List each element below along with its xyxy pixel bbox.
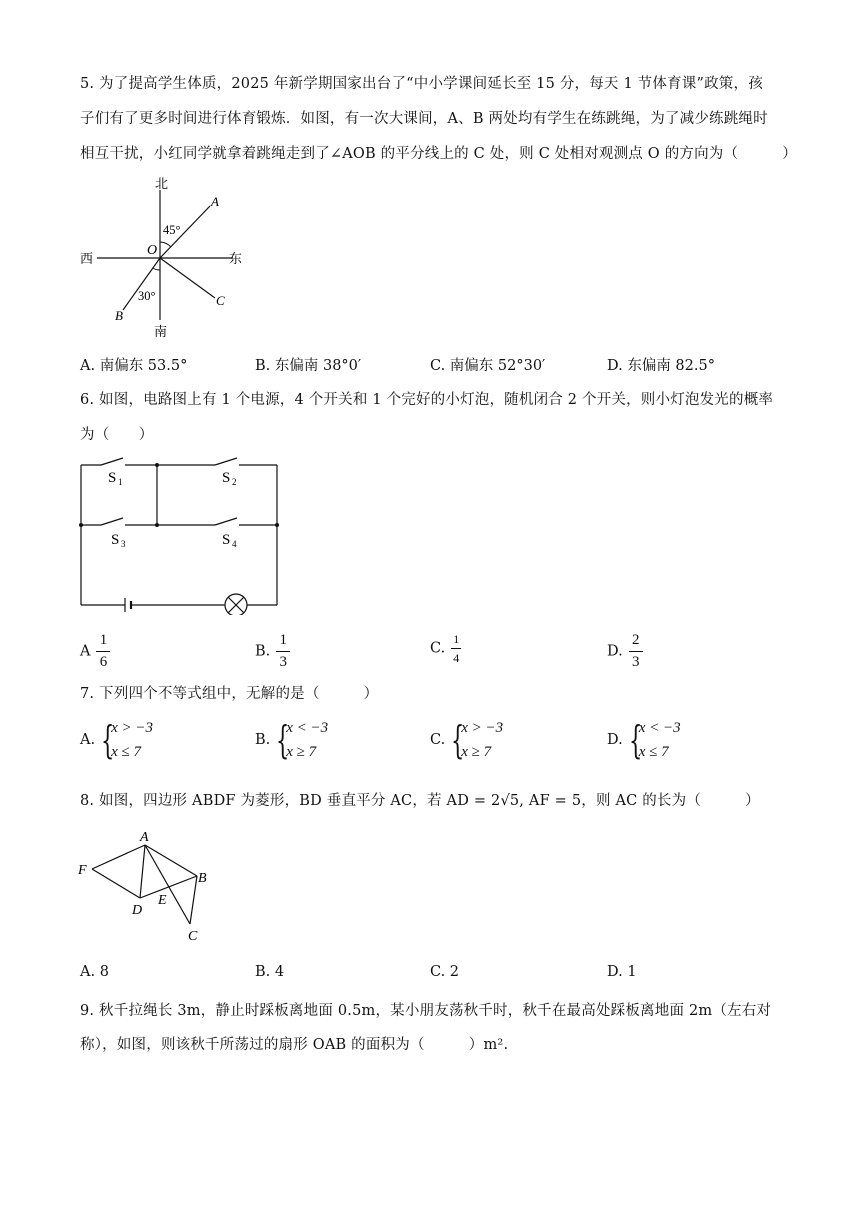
q6-option-a[interactable] (80, 633, 110, 670)
q7-option-b[interactable] (255, 716, 328, 764)
q6-line-2: 为（ ） (80, 427, 154, 443)
south-label: 南 (154, 324, 168, 339)
point-c: C (188, 929, 198, 944)
q5-option-c[interactable]: C. 南偏东 52°30′ (430, 358, 546, 374)
switch-s3-label: S (111, 532, 120, 548)
inequality-system: { x < −3 x ≥ 7 (276, 718, 329, 762)
option-label: D. (607, 732, 623, 748)
option-label: A. (80, 732, 96, 748)
point-f: F (78, 863, 87, 878)
q8-option-c[interactable]: C. 2 (430, 964, 460, 980)
q7-line-1: 7. 下列四个不等式组中，无解的是（ ） (80, 686, 379, 702)
q6-option-c[interactable] (430, 633, 461, 664)
q8-rhombus-figure (72, 828, 222, 948)
inequality-system: { x < −3 x ≤ 7 (628, 718, 681, 762)
option-label: A (80, 643, 91, 660)
switch-s1-sub: 1 (118, 477, 123, 487)
fraction: $\frac{1}{3}$ (276, 633, 290, 670)
option-label: B. (255, 732, 271, 748)
q8-option-a[interactable]: A. 8 (80, 964, 109, 980)
north-label: 北 (155, 176, 169, 191)
angle-45-label: 45° (163, 223, 181, 237)
fraction: $\frac{1}{4}$ (453, 632, 460, 665)
q8-line-1: 8. 如图，四边形 ABDF 为菱形，BD 垂直平分 AC，若 AD = 2√5, AF = 5，则 AC 的长为（ ） (80, 793, 760, 809)
option-label: C. (430, 732, 446, 748)
option-label: C. (430, 640, 446, 657)
switch-s4-sub: 4 (232, 539, 237, 549)
q6-option-d[interactable] (607, 633, 643, 670)
point-a-label: A (211, 194, 219, 209)
point-d: D (132, 903, 143, 918)
fraction: $\frac{2}{3}$ (629, 633, 643, 670)
option-label: B. (255, 643, 271, 660)
fraction: $\frac{1}{6}$ (96, 633, 110, 670)
q6-circuit-figure (75, 455, 285, 615)
q9-line-1: 9. 秋千拉绳长 3m，静止时踩板离地面 0.5m，某小朋友荡秋千时，秋千在最高处踩板离地面 2m（左右对 (80, 1003, 772, 1019)
option-label: D. (607, 643, 623, 660)
switch-s4-label: S (222, 532, 231, 548)
point-a: A (140, 830, 149, 845)
switch-s2-sub: 2 (232, 477, 237, 487)
west-label: 西 (80, 251, 94, 266)
point-b: B (198, 871, 207, 886)
q5-line-2: 子们有了更多时间进行体育锻炼．如图，有一次大课间，A、B 两处均有学生在练跳绳，为了减少练跳绳时 (80, 111, 768, 127)
q5-line-3: 相互干扰，小红同学就拿着跳绳走到了∠AOB 的平分线上的 C 处，则 C 处相对观测点 O 的方向为（ ） (80, 146, 798, 162)
switch-s3-sub: 3 (121, 539, 126, 549)
east-label: 东 (229, 251, 243, 266)
q5-option-d[interactable]: D. 东偏南 82.5° (607, 358, 715, 374)
point-b-label: B (115, 308, 123, 323)
q6-option-b[interactable] (255, 633, 290, 670)
inequality-system: { x > −3 x ≥ 7 (451, 718, 504, 762)
q7-option-d[interactable] (607, 716, 681, 764)
q8-option-d[interactable]: D. 1 (607, 964, 637, 980)
q5-direction-figure (75, 170, 265, 340)
switch-s1-label: S (108, 470, 117, 486)
angle-30-label: 30° (138, 289, 156, 303)
point-o-label: O (147, 243, 158, 258)
q5-option-b[interactable]: B. 东偏南 38°0′ (255, 358, 362, 374)
inequality-system: { x > −3 x ≤ 7 (101, 718, 153, 762)
q8-option-b[interactable]: B. 4 (255, 964, 285, 980)
q6-line-1: 6. 如图，电路图上有 1 个电源，4 个开关和 1 个完好的小灯泡，随机闭合 2 个开关，则小灯泡发光的概率 (80, 392, 774, 408)
q7-option-c[interactable] (430, 716, 503, 764)
q7-option-a[interactable] (80, 716, 153, 764)
point-c-label: C (216, 293, 225, 308)
q9-line-2: 称），如图，则该秋千所荡过的扇形 OAB 的面积为（ ）m². (80, 1037, 509, 1053)
switch-s2-label: S (222, 470, 231, 486)
point-e: E (158, 893, 167, 908)
q5-line-1: 5. 为了提高学生体质，2025 年新学期国家出台了“中小学课间延长至 15 分，每天 1 节体育课”政策，孩 (80, 76, 763, 92)
q5-option-a[interactable]: A. 南偏东 53.5° (80, 358, 188, 374)
